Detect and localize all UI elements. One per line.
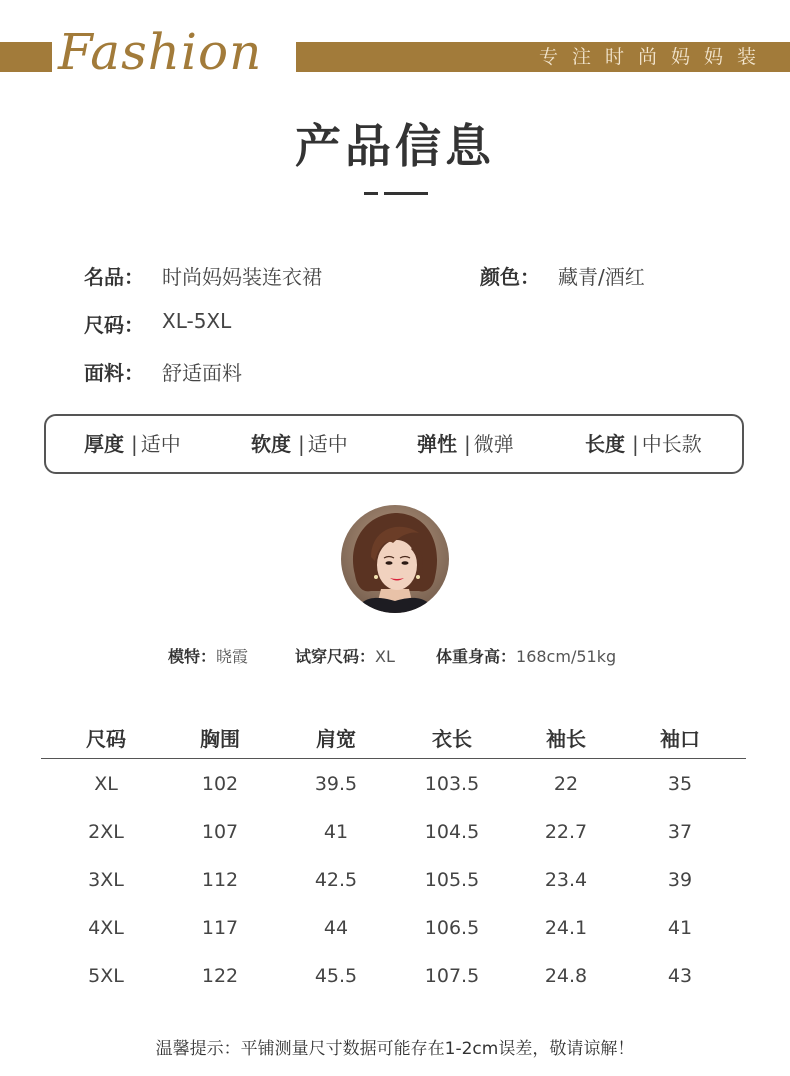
info-color-key: 颜色： xyxy=(480,265,540,289)
table-cell: 102 xyxy=(201,773,239,795)
measurement-note: 温馨提示：平铺测量尺寸数据可能存在1-2cm误差，敬请谅解！ xyxy=(155,1039,635,1059)
model-name-value: 晓霞 xyxy=(216,647,249,666)
table-header-sleeve: 袖长 xyxy=(546,727,586,751)
attribute-key: 长度 xyxy=(585,432,625,456)
table-cell: 5XL xyxy=(88,965,124,987)
table-header-shoulder: 肩宽 xyxy=(316,727,356,751)
info-size-value: XL-5XL xyxy=(162,309,232,333)
model-size-key: 试穿尺码： xyxy=(295,647,376,666)
info-name-key: 名品： xyxy=(84,265,144,289)
table-cell: 39 xyxy=(667,869,693,891)
attribute-separator: | xyxy=(131,432,138,456)
attribute-value: 适中 xyxy=(140,432,181,456)
attribute-separator: | xyxy=(632,432,639,456)
attribute-softness xyxy=(251,430,348,458)
attribute-key: 厚度 xyxy=(84,432,124,456)
table-cell: 37 xyxy=(667,821,693,843)
attribute-key: 软度 xyxy=(251,432,291,456)
model-portrait-image xyxy=(341,505,449,613)
table-cell: 23.4 xyxy=(544,869,588,891)
attribute-value: 微弹 xyxy=(473,432,514,456)
table-cell: 105.5 xyxy=(424,869,480,891)
attribute-thickness xyxy=(84,430,181,458)
model-trial-size xyxy=(295,645,395,669)
table-header-cuff: 袖口 xyxy=(660,727,700,751)
model-size-value: XL xyxy=(375,647,395,666)
table-cell: 45.5 xyxy=(314,965,358,987)
info-size-key: 尺码： xyxy=(84,313,144,337)
table-cell: 22.7 xyxy=(544,821,588,843)
table-cell: 22 xyxy=(553,773,579,795)
table-cell: 39.5 xyxy=(314,773,358,795)
table-cell: 107.5 xyxy=(424,965,480,987)
model-body-value: 168cm/51kg xyxy=(516,647,617,666)
table-cell: 112 xyxy=(201,869,239,891)
model-body-measurements xyxy=(436,645,616,669)
attribute-value: 适中 xyxy=(307,432,348,456)
model-avatar xyxy=(341,505,449,613)
attribute-separator: | xyxy=(464,432,471,456)
table-cell: 24.1 xyxy=(544,917,588,939)
table-cell: 43 xyxy=(667,965,693,987)
header-band-left xyxy=(0,42,52,72)
attribute-separator: | xyxy=(298,432,305,456)
brand-logo: Fashion xyxy=(58,23,263,81)
page-title: 产品信息 xyxy=(295,119,495,173)
attribute-key: 弹性 xyxy=(417,432,457,456)
info-fabric-value: 舒适面料 xyxy=(162,361,242,385)
table-cell: 42.5 xyxy=(314,869,358,891)
attribute-elasticity xyxy=(417,430,514,458)
table-header-length: 衣长 xyxy=(432,727,472,751)
attribute-length xyxy=(585,430,702,458)
table-header-bust: 胸围 xyxy=(200,727,240,751)
model-body-key: 体重身高： xyxy=(436,647,517,666)
table-cell: 41 xyxy=(323,821,349,843)
table-cell: 4XL xyxy=(88,917,124,939)
info-fabric-key: 面料： xyxy=(84,361,144,385)
table-cell: 35 xyxy=(667,773,693,795)
table-cell: 41 xyxy=(667,917,693,939)
table-cell: XL xyxy=(94,773,118,795)
table-cell: 103.5 xyxy=(424,773,480,795)
info-color-value: 藏青/酒红 xyxy=(558,265,645,289)
model-name xyxy=(168,645,248,669)
table-cell: 107 xyxy=(201,821,239,843)
table-header-divider xyxy=(41,758,746,759)
table-cell: 117 xyxy=(201,917,239,939)
title-divider-long xyxy=(384,192,428,195)
table-cell: 24.8 xyxy=(544,965,588,987)
table-header-size: 尺码 xyxy=(86,727,126,751)
attribute-value: 中长款 xyxy=(641,432,702,456)
title-divider-short xyxy=(364,192,378,195)
model-name-key: 模特： xyxy=(168,647,217,666)
header-slogan: 专注时尚妈妈装 xyxy=(538,46,770,68)
table-cell: 44 xyxy=(323,917,349,939)
table-cell: 104.5 xyxy=(424,821,480,843)
table-cell: 106.5 xyxy=(424,917,480,939)
table-cell: 122 xyxy=(201,965,239,987)
table-cell: 3XL xyxy=(88,869,124,891)
table-cell: 2XL xyxy=(88,821,124,843)
info-name-value: 时尚妈妈装连衣裙 xyxy=(162,265,322,289)
